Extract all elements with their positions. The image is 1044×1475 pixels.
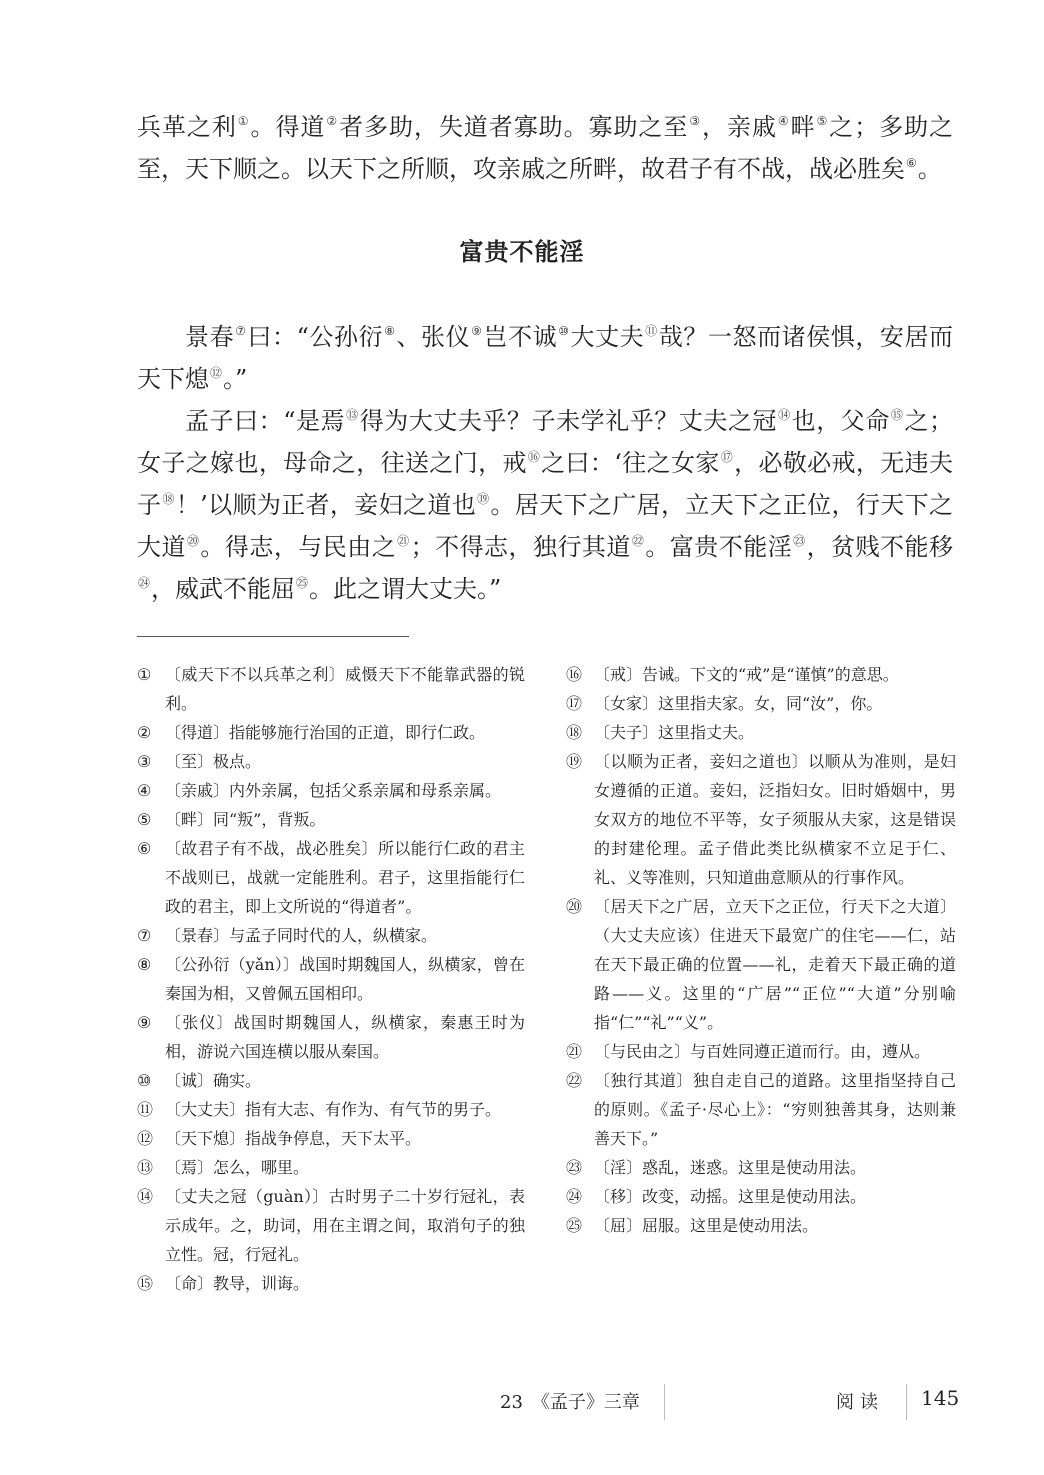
footnotes-left-column [137,660,525,1298]
footnote-divider [137,636,409,637]
footnote-text: 〔以顺为正者，妾妇之道也〕以顺从为准则，是妇女遵循的正道。妾妇，泛指妇女。旧时婚姻中，男女双方的地位不平等，女子须服从夫家，这是错误的封建伦理。孟子借此类比纵横家不立足于仁、礼、义等准则，只知道曲意顺从的行事作风。 [594,752,956,887]
text-segment: 之曰：‘往之女家 [541,449,720,477]
footnote-marker[interactable]: ⑨ [471,324,483,338]
footnote-number: ⑫ [137,1129,154,1148]
footnote-item [137,1095,525,1124]
footnote-number: ⑰ [566,694,583,713]
text-segment: 者多助，失道者寡助。寡助之至 [339,113,689,141]
footnote-marker[interactable]: ㉒ [631,534,645,548]
text-segment: 。此之谓大丈夫。” [309,575,502,603]
footnote-number: ⑨ [137,1013,152,1032]
text-segment: ，威武不能屈 [151,575,296,603]
footnote-number: ⑮ [137,1274,154,1293]
footer-chapter-title: 23 《孟子》三章 [500,1392,640,1413]
footnote-number: ㉒ [566,1071,583,1090]
page-number: 145 [921,1386,960,1410]
paragraph-2 [137,316,953,400]
footnote-number: ⑯ [566,665,583,684]
footnote-marker[interactable]: ④ [777,114,790,128]
section-body [137,316,953,610]
footnote-number: ⑦ [137,926,152,945]
footnote-item [137,1182,525,1269]
footnote-marker[interactable]: ⑪ [645,324,658,338]
footnote-marker[interactable]: ② [326,114,339,128]
footnote-text: 〔居天下之广居，立天下之正位，行天下之大道〕（大丈夫应该）住进天下最宽广的住宅——仁，站在天下最正确的位置——礼，走着天下最正确的道路——义。这里的“广居”“正位”“大道”分别喻指“仁”“礼”“义”。 [594,897,956,1032]
footnote-item [137,921,525,950]
footnote-text: 〔公孙衍（yǎn）〕战国时期魏国人，纵横家，曾在秦国为相，又曾佩五国相印。 [165,955,525,1003]
footnote-number: ⑳ [566,897,583,916]
text-segment: 曰：“公孙衍 [247,323,384,351]
text-segment: 兵革之利 [137,113,237,141]
text-segment: ，贫贱不能移 [806,533,953,561]
footnote-item [137,1153,525,1182]
footnote-number: ㉑ [566,1042,583,1061]
text-segment: ，亲戚 [702,113,777,141]
footnote-item [137,1269,525,1298]
footnote-number: ① [137,665,152,684]
text-segment: 之；多助之至，天下顺之。以天下之所顺，攻亲戚之所畔，故君子有不战，战必胜矣 [137,113,954,183]
footnote-text: 〔得道〕指能够施行治国的正道，即行仁政。 [165,723,486,742]
footnote-marker[interactable]: ⑥ [906,156,917,170]
text-segment: 景春 [185,323,235,351]
text-segment: 。富贵不能淫 [645,533,793,561]
footnote-text: 〔女家〕这里指夫家。女，同“汝”，你。 [594,694,883,713]
text-segment: 畔 [790,113,816,141]
footnote-text: 〔移〕改变，动摇。这里是使动用法。 [594,1187,867,1206]
text-segment: 。 [917,155,942,183]
text-segment: 。得志，与民由之 [200,533,397,561]
footnote-text: 〔淫〕惑乱，迷惑。这里是使动用法。 [594,1158,867,1177]
footnote-text: 〔大丈夫〕指有大志、有作为、有气节的男子。 [165,1100,502,1119]
paragraph-3 [137,400,953,610]
footnote-text: 〔至〕极点。 [165,752,262,771]
text-segment: 岂不诚 [483,323,558,351]
paragraph-1 [137,106,953,190]
footnote-marker[interactable]: ㉑ [397,534,410,548]
footnote-number: ⑲ [566,752,583,771]
footnote-item [137,950,525,1008]
footer-divider [906,1384,907,1420]
footnote-number: ⑬ [137,1158,154,1177]
footnote-number: ⑩ [137,1071,152,1090]
text-segment: ！’以顺为正者，妾妇之道也 [175,491,477,519]
text-segment: 大丈夫 [570,323,645,351]
footnote-item [566,1182,956,1211]
footnote-item [137,834,525,921]
passage-continuation [137,106,953,190]
footnote-text: 〔屈〕屈服。这里是使动用法。 [594,1216,819,1235]
footnote-item [566,689,956,718]
footnote-number: ⑧ [137,955,152,974]
footnote-number: ㉕ [566,1216,583,1235]
footnote-item [137,776,525,805]
footnote-number: ③ [137,752,152,771]
footnote-marker[interactable]: ⑰ [720,450,734,464]
footnote-text: 〔畔〕同“叛”，背叛。 [165,810,326,829]
footnote-item [566,660,956,689]
text-segment: 之；女子之嫁也，母命之，往送之门，戒 [137,407,953,477]
footnote-marker[interactable]: ⑯ [527,450,541,464]
footnote-text: 〔天下熄〕指战争停息，天下太平。 [165,1129,422,1148]
footnote-marker[interactable]: ⑫ [210,366,223,380]
text-segment: 。居天下之广居，立天下之正位，行天下之大道 [137,491,953,561]
footnote-item [137,1124,525,1153]
text-segment: ，必敬必戒，无违夫子 [137,449,953,519]
text-segment: 。” [223,365,248,393]
page-footer [0,1384,1044,1424]
footnote-item [566,1066,956,1153]
text-segment: 哉？一怒而诸侯惧，安居而天下熄 [137,323,954,393]
footnote-text: 〔丈夫之冠（guàn）〕古时男子二十岁行冠礼，表示成年。之，助词，用在主谓之间，取消句子的独立性。冠，行冠礼。 [165,1187,525,1264]
text-segment: 得为大丈夫乎？子未学礼乎？丈夫之冠 [359,407,778,435]
footnote-text: 〔景春〕与孟子同时代的人，纵横家。 [165,926,438,945]
footnote-item [566,1153,956,1182]
footnote-text: 〔焉〕怎么，哪里。 [165,1158,310,1177]
footnote-text: 〔诚〕确实。 [165,1071,262,1090]
footnote-marker[interactable]: ⑭ [778,408,791,422]
footnote-item [137,718,525,747]
footnote-marker[interactable]: ⑬ [346,408,359,422]
footnote-text: 〔张仪〕战国时期魏国人，纵横家，秦惠王时为相，游说六国连横以服从秦国。 [165,1013,525,1061]
footnote-marker[interactable]: ⑱ [162,492,175,506]
footnote-item [137,660,525,718]
footnote-marker[interactable]: ① [237,114,250,128]
footnote-text: 〔与民由之〕与百姓同遵正道而行。由，遵从。 [594,1042,931,1061]
footnote-item [137,805,525,834]
footnote-marker[interactable]: ⑤ [816,114,829,128]
footnote-text: 〔威天下不以兵革之利〕威慑天下不能靠武器的锐利。 [165,665,525,713]
footnote-number: ② [137,723,152,742]
footnote-text: 〔夫子〕这里指丈夫。 [594,723,755,742]
footnote-number: ⑪ [137,1100,154,1119]
footnote-item [566,1037,956,1066]
footnote-text: 〔命〕教导，训诲。 [165,1274,310,1293]
text-segment: 也，父命 [791,407,890,435]
text-segment: ；不得志，独行其道 [410,533,631,561]
footnote-marker[interactable]: ③ [689,114,702,128]
footnote-number: ⑭ [137,1187,154,1206]
footnote-marker[interactable]: ㉔ [138,576,151,590]
footnote-text: 〔独行其道〕独自走自己的道路。这里指坚持自己的原则。《孟子·尽心上》：“穷则独善其身，达则兼善天下。” [594,1071,956,1148]
footnote-item [137,1008,525,1066]
footnote-text: 〔故君子有不战，战必胜矣〕所以能行仁政的君主不战则已，战就一定能胜利。君子，这里指能行仁政的君主，即上文所说的“得道者”。 [165,839,525,916]
footnote-number: ⑤ [137,810,152,829]
footnote-marker[interactable]: ⑮ [890,408,904,422]
footnote-number: ④ [137,781,152,800]
footnote-marker[interactable]: ㉓ [793,534,806,548]
text-segment: 孟子曰：“是焉 [185,407,346,435]
footnote-marker[interactable]: ⑧ [384,324,396,338]
footnote-item [566,747,956,892]
footnote-item [566,892,956,1037]
footnote-text: 〔戒〕告诫。下文的“戒”是“谨慎”的意思。 [594,665,899,684]
footnote-number: ㉓ [566,1158,583,1177]
footer-section-name: 阅读 [836,1392,884,1413]
footnote-item [566,718,956,747]
footnote-marker[interactable]: ⑩ [558,324,570,338]
footnote-marker[interactable]: ⑳ [186,534,200,548]
footnote-text: 〔亲戚〕内外亲属，包括父系亲属和母系亲属。 [165,781,502,800]
footer-divider [664,1384,665,1420]
text-segment: 、张仪 [396,323,471,351]
section-title: 富贵不能淫 [459,238,585,266]
footnotes-right-column [566,660,956,1240]
footnote-number: ㉔ [566,1187,583,1206]
text-segment: 。得道 [250,113,326,141]
footnote-item [566,1211,956,1240]
footnote-item [137,747,525,776]
footnote-item [137,1066,525,1095]
footnote-number: ⑱ [566,723,583,742]
footnote-number: ⑥ [137,839,152,858]
footnote-marker[interactable]: ⑲ [477,492,490,506]
footnote-marker[interactable]: ㉕ [296,576,309,590]
footnote-marker[interactable]: ⑦ [235,324,247,338]
